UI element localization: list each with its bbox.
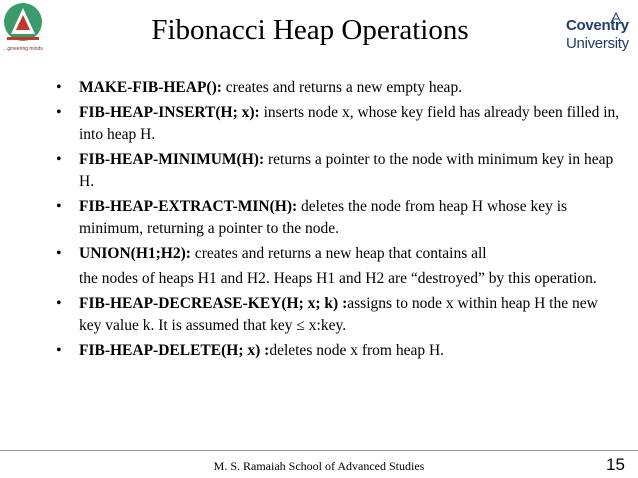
list-item: [54, 340, 624, 362]
operation-name: FIB-HEAP-DELETE(H; x) :: [79, 342, 270, 359]
operation-description: the nodes of heaps H1 and H2. Heaps H1 and H2 are “destroyed” by this operation.: [79, 270, 597, 287]
operation-description: returns a pointer to the node with minimum key in heap H.: [79, 151, 614, 190]
operation-description: deletes node x from heap H.: [269, 342, 445, 359]
operation-description: assigns to node x within heap H the new key value k. It is assumed that key ≤ x:key.: [79, 295, 598, 334]
operation-description: creates and returns a new empty heap.: [221, 79, 463, 96]
operation-name: UNION(H1;H2):: [79, 245, 191, 262]
operation-name: FIB-HEAP-DECREASE-KEY(H; x; k) :: [79, 295, 348, 312]
list-item-continuation: [54, 268, 624, 290]
operation-description: deletes the node from heap H whose key is minimum, returning a pointer to the node.: [79, 198, 568, 237]
footer-text: M. S. Ramaiah School of Advanced Studies: [213, 459, 425, 473]
institution-logo-tagline: ...gineering minds: [3, 46, 43, 52]
list-item: [54, 196, 624, 240]
operation-name: FIB-HEAP-MINIMUM(H):: [79, 151, 265, 168]
list-item: [54, 102, 624, 146]
operation-name: FIB-HEAP-EXTRACT-MIN(H):: [79, 198, 298, 215]
logo-text-coventry: Coventry: [566, 17, 629, 34]
list-item: [54, 77, 624, 99]
operation-description: inserts node x, whose key field has already been filled in, into heap H.: [79, 104, 620, 143]
list-item: [54, 149, 624, 193]
operation-name: FIB-HEAP-INSERT(H; x):: [79, 104, 260, 121]
operation-description: creates and returns a new heap that contains all: [190, 245, 487, 262]
footer-divider: [0, 450, 638, 451]
operation-name: MAKE-FIB-HEAP():: [79, 79, 222, 96]
list-item: [54, 243, 624, 265]
coventry-university-logo: [560, 14, 630, 54]
list-item: [54, 293, 624, 337]
page-number: 15: [606, 455, 625, 474]
page-title: Fibonacci Heap Operations: [151, 14, 469, 46]
operations-list: [54, 77, 624, 365]
logo-text-university: University: [566, 35, 629, 52]
